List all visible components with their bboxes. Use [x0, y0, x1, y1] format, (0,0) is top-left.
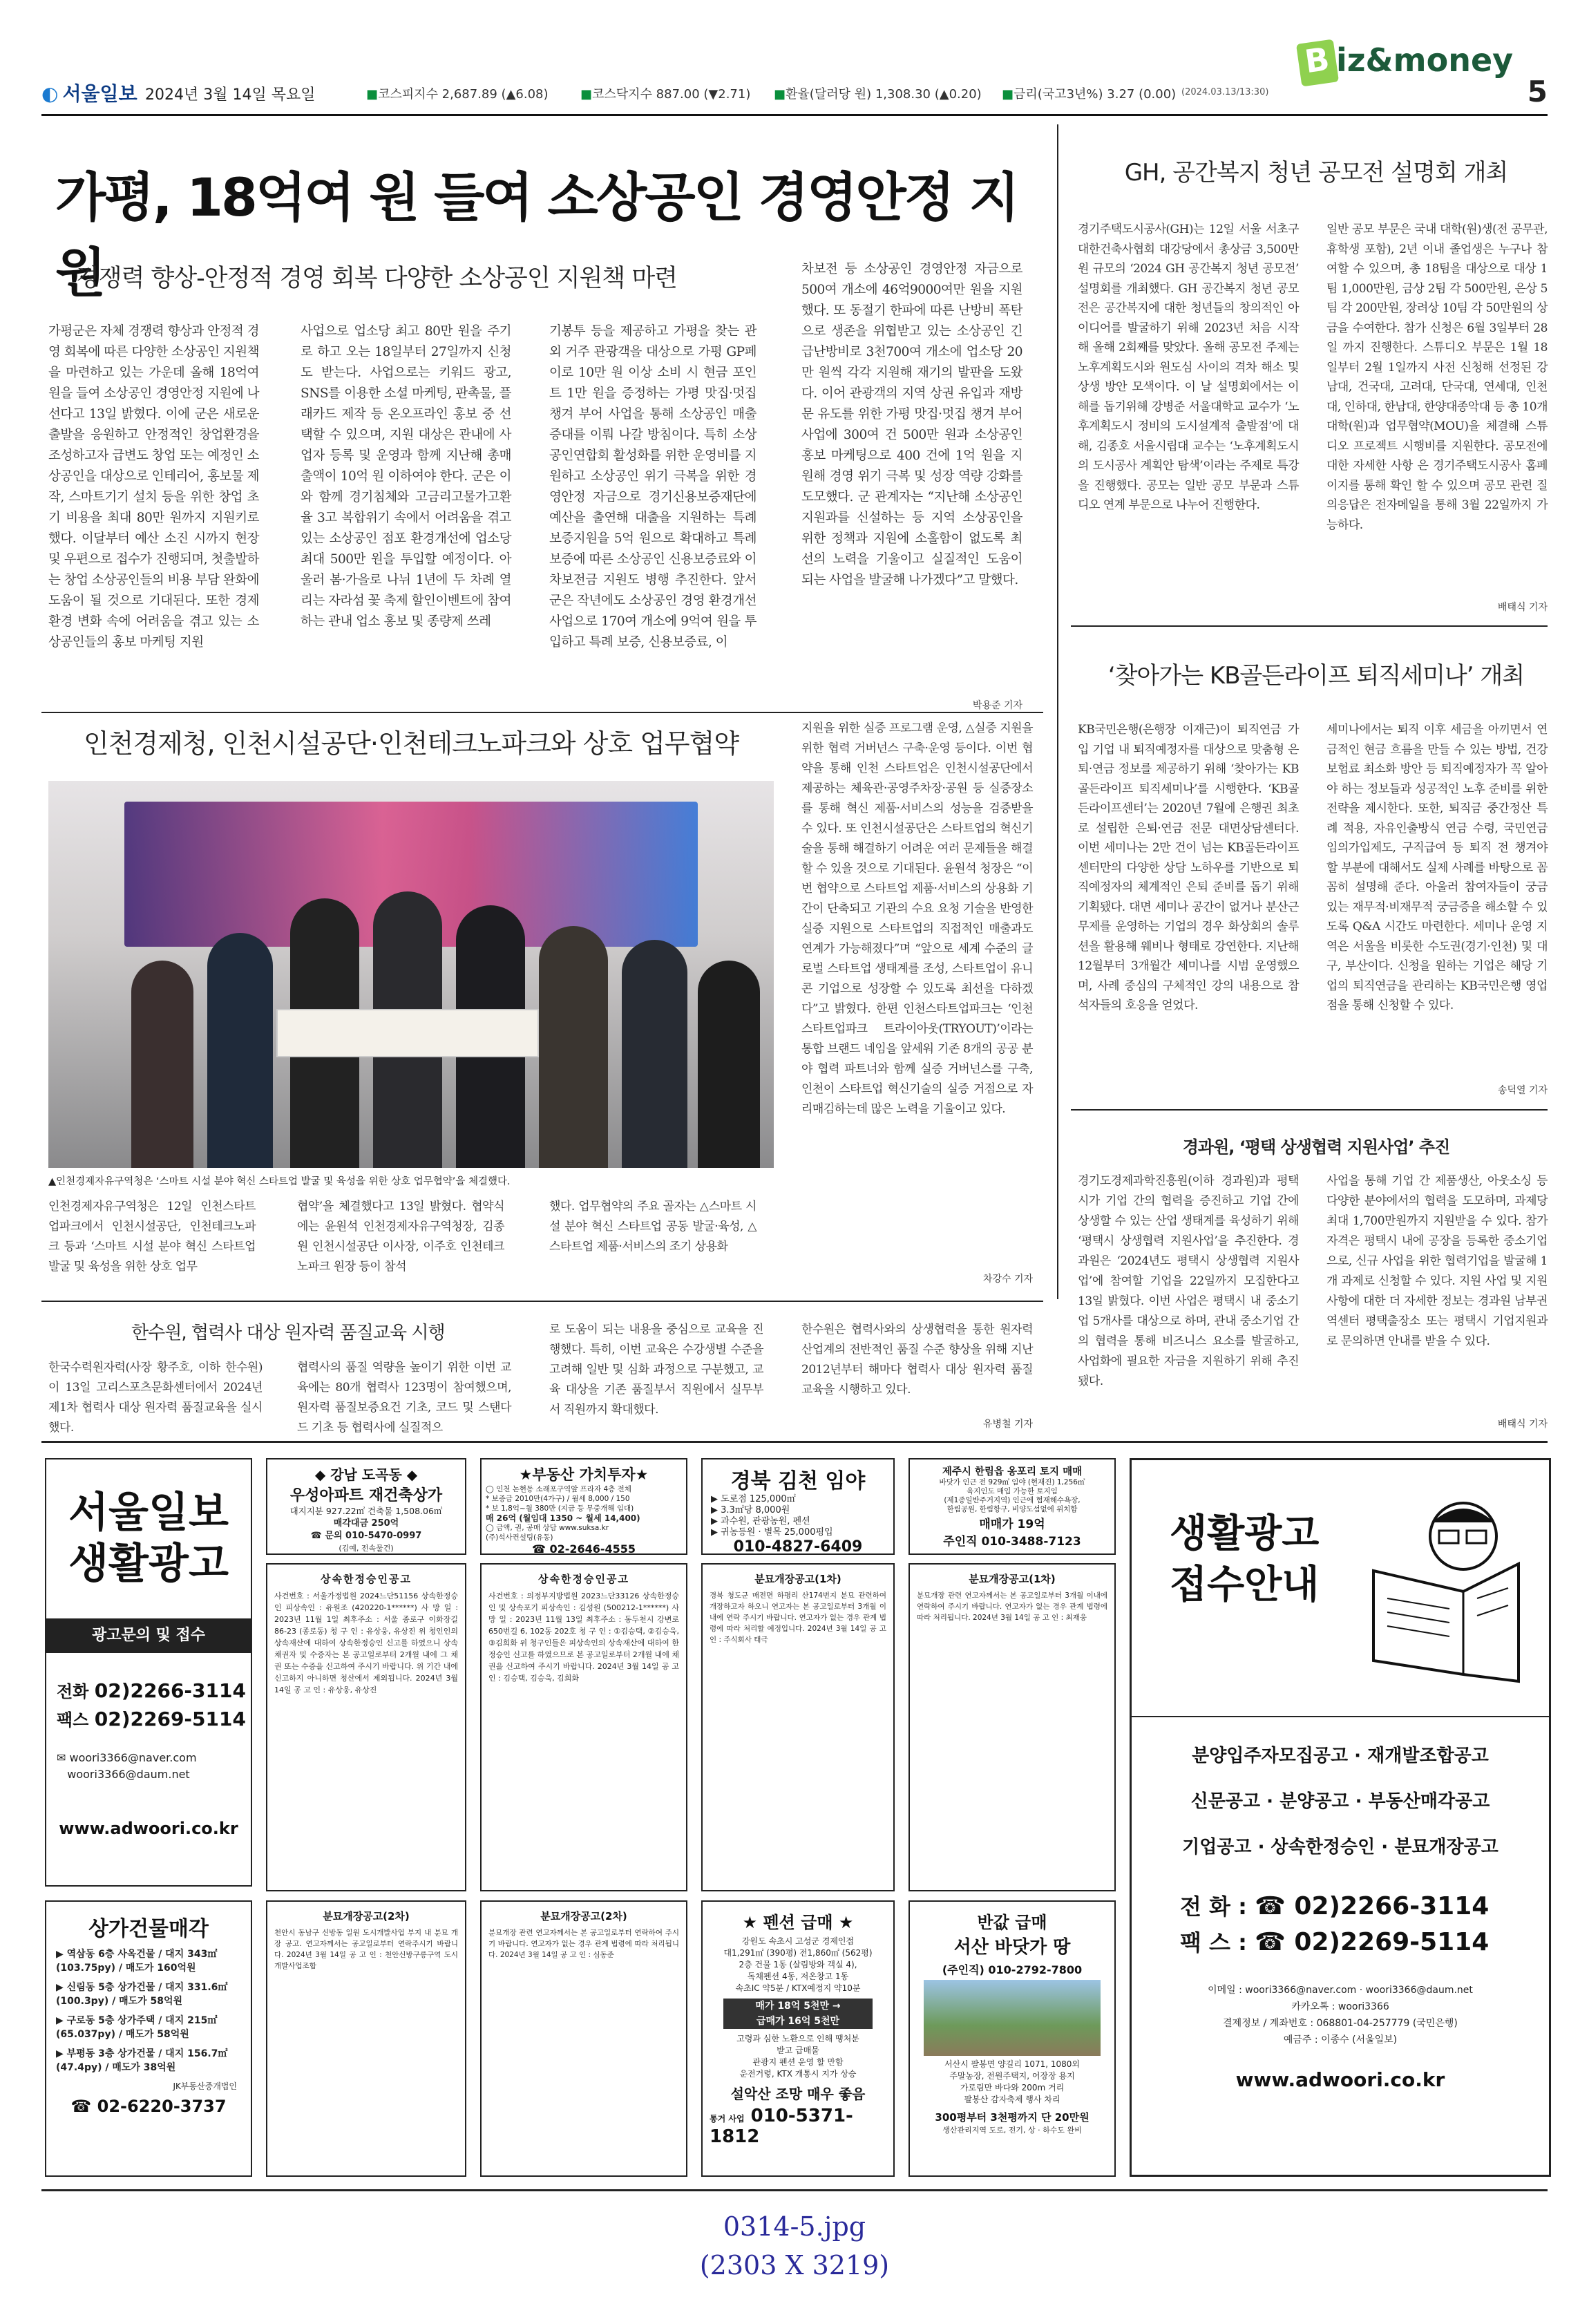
divider [1071, 1109, 1548, 1111]
khnp-col-1: 한국수력원자력(사장 황주호, 이하 한수원)이 13일 고리스포츠문화센터에서 2024년 제1차 협력사 대상 원자력 품질교육을 실시했다. [48, 1361, 263, 1435]
incheon-byline: 차강수 기자 [982, 1274, 1033, 1285]
divider [41, 1301, 1043, 1302]
ad-seoul-classified [45, 1458, 252, 1887]
ggsme-col-2: 사업을 통해 기업 간 제품생산, 아웃소싱 등 다양한 분야에서의 협력을 도모하며, 과제당 최대 1,700만원까지 지원받을 수 있다. 참가 자격은 평택시 내에 공장을 등록한 중소기업으로, 신규 사업을 위한 협력기업을 발굴해 1개 과제로 신청할 수 있다. 지원 사업 및 지원 사항에 대한 더 자세한 정보는 경과원 남부권역센터 평택출장소 또는 평택시 기업지원과로 문의하면 안내를 받을 수 있다. [1326, 1174, 1548, 1348]
ad-seosan: 반값 급매 서산 바닷가 땅 (주인직) 010-2792-7800 서산시 팔봉면 양길리 1071, 1080외 주말농장, 전원주택지, 어장장 용지 가로림만 바다와 200m 거리 팔봉산 감자축제 행사 차리 300평부터 3천평까지 단 20만원 생산관리지역 도로, 전기, 상 · 하수도 완비 [908, 1900, 1116, 2177]
ad-guide [1130, 1458, 1551, 2177]
khnp-col-4: 한수원은 협력사와의 상생협력을 통한 원자력산업계의 전반적인 품질 수준 향상을 위해 지난 2012년부터 해마다 협력사 대상 원자력 품질교육을 시행하고 있다. [801, 1323, 1033, 1397]
ad-invest: ★부동산 가치투자★ ◯ 인천 논현동 소래포구역앞 프라자 4층 전체 * 보증금 2010만(4가구) / 월세 8,000 / 150 * 보 1,8억~월 380만 (지금 등 무중개해 임대) 매 26억 (월임대 1350 ~ 월세 14,400) ◯ 금액, 권, 공매 상담 www.suksa.kr (주)석사컨설팅(유동) ☎ 02-2646-4555 [480, 1458, 687, 1555]
main-col-3: 기봉투 등을 제공하고 가평을 찾는 관외 거주 관광객을 대상으로 가평 GP페이로 10만 원 이상 소비 시 현금 포인트 1만 원을 증정하는 가평 맛집·멋집 챙겨 부어 사업을 통해 소상공인 매출 증대를 이뤄 나갈 방침이다. 특히 소상공인연합회 활성화를 위한 운영비를 지원하고 소상공인 위기 극복을 위한 경영안정 자금으로 경기신용보증재단에 예산을 출연해 대출을 지원하는 특례 보증지원을 5억 원으로 확대하고 특례 보증에 따른 소상공인 신용보증료와 이차보전금 지원도 병행 추진한다. 앞서 군은 작년에도 소상공인 경영 환경개선 사업으로 170여 개소에 9억여 원을 투입하고 특례 보증, 신용보증료, 이 [549, 324, 757, 650]
person [131, 961, 193, 1168]
notice-grave-2: 분묘개장공고(1차) 분묘개장 관련 연고자께서는 본 공고일로부터 3개월 이내에 연락하여 주시기 바랍니다. 연고자가 없는 경우 관계 법령에 따라 처리됩니다. 2024년 3월 14일 공 고 인 : 최재웅 [908, 1563, 1116, 1891]
kb-byline: 송덕열 기자 [1497, 1085, 1548, 1096]
ad-gangnam: ◆ 강남 도곡동 ◆ 우성아파트 재건축상가 대지지분 927.22㎡ 건축물 1,508.06㎡ 매각대금 250억 ☎ 문의 010-5470-0997 (김예, 전속물건) [266, 1458, 466, 1555]
notice-grave-4: 분묘개장공고(2차) 분묘개장 관련 연고자께서는 본 공고일로부터 연락하여 주시기 바랍니다. 연고자가 없는 경우 관계 법령에 따라 처리됩니다. 2024년 3월 14일 공 고 인 : 심동준 [480, 1900, 687, 2177]
ad-gimcheon: 경북 김천 임야 ▶ 도로점 125,000㎡ ▶ 3.3㎡당 8,000원 ▶ 과수원, 관광농원, 펜션 ▶ 귀농등원 · 별목 25,000평입 010-4827-6409 [701, 1458, 895, 1555]
mail-icon: ✉ [57, 1751, 66, 1764]
ads-divider [41, 1441, 1548, 1443]
file-name: 0314-5.jpg [723, 2211, 866, 2242]
ad-seoul-web: www.adwoori.co.kr [59, 1819, 238, 1838]
khnp-headline: 한수원, 협력사 대상 원자력 품질교육 시행 [131, 1323, 445, 1343]
pension-price: 매가 18억 5천만 → 급매가 16억 5천만 [723, 1999, 873, 2029]
guide-contact: 전 화 : ☎ 02)2266-3114 팩 스 : ☎ 02)2269-5114 [1180, 1892, 1490, 1956]
notice-probate-1: 상속한정승인공고 사건번호 : 서울가정법원 2024느단51156 상속한정승인 피상속인 : 유원조 (420220-1******) 사 망 일 : 2023년 11월 1일 최후주소 : 서울 종로구 이화장길 86-23 (종로동) 청 구 인 : 유상웅, 유상진 위 청인인의 상속재산에 대하여 상속한정승인 신고를 하였으니 상속채권자 및 수증자는 본 공고일로부터 2개월 내에 그 채권 또는 수증을 신고하여 주시기 바랍니다. 위 기간 내에 신고하지 아니하면 청산에서 제외됩니다. 2024년 3월 14일 공 고 인 : 유상웅, 유상진 [266, 1563, 466, 1891]
kosdaq-index: ■코스닥지수 887.00 (▼2.71) [580, 87, 751, 102]
seosan-land-photo [924, 1980, 1101, 2056]
exchange-rate: ■환율(달러당 원) 1,308.30 (▲0.20) [774, 87, 982, 102]
ad-jeju: 제주시 한림읍 옹포리 토지 매매 바닷가 인근 전 929㎡ 임야 (현재진) 1,256㎡ 육지인도 매입 가능한 토지임 (제1종일반주거지역) 인근에 협재해수욕장, 한림공원, 한림항구, 비양도섬없에 위치함 매매가 19억 주인직 010-3488-7123 [908, 1458, 1116, 1555]
incheon-col-2: 협약’을 체결했다고 13일 밝혔다. 협약식에는 윤원석 인천경제자유구역청장, 김종원 인천시설공단 이사장, 이주호 인천테크노파크 원장 등이 참석 [297, 1200, 504, 1274]
ggsme-byline: 배태식 기자 [1497, 1419, 1548, 1430]
person [698, 961, 760, 1168]
khnp-col-3: 로 도움이 되는 내용을 중심으로 교육을 진행했다. 특히, 이번 교육은 수강생별 수준을 고려해 일반 및 심화 과정으로 구분했고, 교육 대상을 기존 품질부서 직원에서 실무부서 직원까지 확대했다. [549, 1323, 763, 1417]
divider [1057, 124, 1058, 1299]
notice-probate-2: 상속한정승인공고 사건번호 : 의정부지방법원 2023느단33126 상속한정승인 및 상속포기 피상속인 : 김성원 (500212-1******) 사 망 일 : 2023년 11월 13일 최후주소 : 동두천시 강변로650번길 6, 102동 202호 청 구 인 : ①김승택, ②김승욱, ③김희화 위 청구인들은 피상속인의 상속재산에 대하여 한정승인 신고를 하였으므로 본 공고일로부터 2개월 내에 채권을 신고하여 주시기 바랍니다. 2024년 3월 14일 공 고 인 : 김승택, 김승욱, 김희화 [480, 1563, 687, 1891]
ad-seoul-title: 서울일보 생활광고 [68, 1489, 229, 1588]
market-timestamp: (2024.03.13/13:30) [1181, 87, 1269, 97]
guide-items: 분양입주자모집공고 · 재개발조합공고 신문공고 · 분양공고 · 부동산매각공고 기업공고 · 상속한정승인 · 분묘개장공고 [1182, 1746, 1498, 1858]
kospi-index: ■코스피지수 2,687.89 (▲6.08) [366, 87, 549, 102]
notice-grave-3: 분묘개장공고(2차) 천안시 동남구 신방동 일원 도시개발사업 부지 내 분묘 개장 공고. 연고자께서는 공고일로부터 연락주시기 바랍니다. 2024년 3월 14일 공 고 인 : 천안신방구릉구역 도시개발사업조합 [266, 1900, 466, 2177]
khnp-byline: 유병철 기자 [982, 1419, 1033, 1430]
main-col-2: 사업으로 업소당 최고 80만 원을 주기로 하고 오는 18일부터 27일까지 신청도 받는다. 사업으로는 키워드 광고, SNS를 이용한 소셜 마케팅, 판촉물, 플래카드 제작 등 온오프라인 홍보 중 선택할 수 있으며, 지원 대상은 관내에 사업자 등록 및 운영과 함께 지난해 총매출액이 10억 원 이하여야 한다. 군은 이와 함께 경기침체와 고금리고물가고환율 3고 복합위기 속에서 어려움을 겪고 있는 소상공인 점포 환경개선에 업소당 최대 500만 원을 투입할 예정이다. 아울러 봄·가을로 나뉘 1년에 두 차례 열리는 자라섬 꽃 축제 할인이벤트에 참여하는 관내 업소 홍보 및 종량제 쓰레 [301, 324, 511, 629]
ad-seoul-emails: ✉ woori3366@naver.com woori3366@daum.net [57, 1751, 197, 1781]
masthead-logo: ◐ 서울일보 [41, 79, 137, 106]
kb-col-1: KB국민은행(은행장 이재근)이 퇴직연금 가입 기업 내 퇴직예정자를 대상으로 맞춤형 은퇴·연금 정보를 제공하기 위해 ‘찾아가는 KB골든라이프 퇴직세미나’를 시행한다. ‘KB골든라이프센터’는 2020년 7월에 은행권 최초로 설립한 은퇴·연금 전문 대면상담센터다. 이번 세미나는 2만 건이 넘는 KB골든라이프센터만의 다양한 상담 노하우를 기반으로 퇴직예정자의 체계적인 은퇴 준비를 돕기 위해 기획됐다. 대면 세미나 공간이 없거나 분산근무제를 운영하는 기업의 경우 화상회의 솔루션을 활용해 웨비나 형태로 강연한다. 지난해 12월부터 3개월간 세미나를 시범 운영했으며, 사례 중심의 구체적인 강의 내용으로 참석자들의 호응을 얻었다. [1078, 723, 1299, 1012]
incheon-col-1: 인천경제자유구역청은 12일 인천스타트업파크에서 인천시설공단, 인천테크노파크 등과 ‘스마트 시설 분야 혁신 스타트업 발굴 및 육성을 위한 상호 업무 [48, 1200, 256, 1274]
signing-ceremony-photo [48, 781, 774, 1168]
khnp-col-2: 협력사의 품질 역량을 높이기 위한 이번 교육에는 80개 협력사 123명이 참여했으며, 원자력 품질보증요건 기초, 코드 및 스탠다드 기초 등 협력사에 실질적으 [297, 1361, 511, 1435]
gh-byline: 배태식 기자 [1497, 602, 1548, 613]
gh-headline: GH, 공간복지 청년 공모전 설명회 개최 [1124, 159, 1508, 187]
gh-col-1: 경기주택도시공사(GH)는 12일 서울 서초구 대한건축사협회 대강당에서 총상금 3,500만원 규모의 ‘2024 GH 공간복지 청년 공모전’ 설명회를 개최했다. GH 공간복지 청년 공모전은 공간복지에 대한 청년들의 창의적인 아이디어를 발굴하기 위해 2023년 처음 시작해 올해 2회째를 맞았다. 올해 공모전 주제는 노후계획도시와 원도심 사이의 격차 해소 및 상생 방안 모색이다. 이 날 설명회에서는 이해를 돕기위해 강병준 서울대학교 교수가 ‘노후계획도시 정비의 도시설계적 출발점’에 대해, 김종호 서울시립대 교수는 ‘노후계획도시의 도시공사 계획안 탐색’이라는 주제로 특강을 진행했다. 공모는 일반 공모 부문과 스튜디오 연계 부문으로 나누어 진행한다. [1078, 223, 1299, 512]
incheon-col-4: 지원을 위한 실증 프로그램 운영, △실증 지원을 위한 협력 거버넌스 구축·운영 등이다. 이번 협약을 통해 인천 스타트업은 인천시설공단에서 제공하는 체육관·공영주차장·공원 등 실증장소를 통해 혁신 제품·서비스의 성능을 검증받을 수 있다. 또 인천시설공단은 스타트업의 혁신기술을 통해 해결하기 어려운 여러 문제들을 해결 할 수 있을 것으로 기대된다. 윤원석 청장은 “이번 협약으로 스타트업 제품·서비스의 상용화 기간이 단축되고 기관의 수요 요청 기술을 반영한 실증 지원으로 스타트업의 직접적인 매출과도 연계가 가능해졌다”며 “앞으로 세계 수준의 글로벌 스타트업 생태계를 조성, 스타트업이 유니콘 기업으로 성장할 수 있도록 최선을 다하겠다”고 밝혔다. 한편 인천스타트업파크는 ‘인천스타트업파크 트라이아웃(TRYOUT)’이라는 통합 브랜드 네임을 앞세워 기존 8개의 공공 분야 협력 파트너와 함께 실증 거버넌스를 구축, 인천이 스타트업 혁신기술의 실증 거점으로 자리매김하는데 많은 노력을 기울이고 있다. [801, 721, 1033, 1116]
main-subhead: 경쟁력 향상-안정적 경영 회복 다양한 소상공인 지원책 마련 [76, 265, 677, 292]
guide-divider [1132, 1716, 1549, 1717]
person [207, 933, 273, 1168]
guide-title: 생활광고 접수안내 [1170, 1511, 1320, 1607]
kb-col-2: 세미나에서는 퇴직 이후 세금을 아끼면서 연금적인 현금 흐름을 만들 수 있는 방법, 건강보험료 최소화 방안 등 퇴직예정자가 꼭 알아야 하는 정보들과 성공적인 노후 준비를 위한 전략을 제시한다. 또한, 퇴직금 중간정산 특례 적용, 자유인출방식 연금 수령, 국민연금 임의가입제도, 구직급여 등 퇴직 전 챙겨야 할 부분에 대해서도 실제 사례를 바탕으로 꼼꼼히 설명해 준다. 아울러 참여자들이 궁금 있는 재무적·비재무적 궁금증을 해소할 수 있도록 Q&A 시간도 마련한다. 세미나 운영 지역은 서울을 비롯한 수도권(경기·인천) 및 대구, 부산이다. 신청을 원하는 기업은 해당 기업의 퇴직연금을 관리하는 KB국민은행 영업점을 통해 신청할 수 있다. [1326, 723, 1548, 1012]
section-logo: B iz&money [1299, 41, 1513, 84]
notice-grave-1: 분묘개장공고(1차) 경북 청도군 매전면 하평리 산174번지 분묘 관련하여 개장하고자 하오니 연고자는 본 공고일로부터 3개월 이내에 연락 주시기 바랍니다. 연고자가 없는 경우 관계 법령에 따라 처리할 예정입니다. 2024년 3월 14일 공 고 인 : 주식회사 태극 [701, 1563, 895, 1891]
page-header [41, 39, 1548, 116]
agreement-documents [276, 1009, 539, 1057]
divider [1071, 625, 1548, 627]
pension-phone: 통거 사업 010-5371-1812 [710, 2106, 853, 2147]
kb-headline: ‘찾아가는 KB골든라이프 퇴직세미나’ 개최 [1107, 662, 1525, 690]
main-headline: 가평, 18억여 원 들여 소상공인 경영안정 지원 [55, 167, 1018, 303]
ad-shop-sale: 상가건물매각 ▶ 역삼동 6층 사옥건물 / 대지 343㎡(103.75py) / 매도가 160억원 ▶ 신림동 5층 상가건물 / 대지 331.6㎡(100.3py) / 매도가 58억원 ▶ 구로동 5층 상가주택 / 대지 215㎡(65.037py) / 매도가 58억원 ▶ 부평동 3층 상가건물 / 대지 156.7㎡(47.4py) / 매도가 38억원 JK부동산중개법인 ☎ 02-6220-3737 [45, 1900, 252, 2177]
main-byline: 박용준 기자 [972, 700, 1022, 711]
incheon-headline: 인천경제청, 인천시설공단·인천테크노파크와 상호 업무협약 [83, 728, 739, 759]
person [622, 940, 687, 1168]
main-col-4: 차보전 등 소상공인 경영안정 자금으로 500여 개소에 46억9000여만 원을 지원했다. 또 동절기 한파에 따른 난방비 폭탄으로 생존을 위협받고 있는 소상공인 긴급난방비로 3천700여 개소에 업소당 20만 원씩 각각 지원해 재기의 발판을 도왔다. 이어 관광객의 지역 상권 유입과 재방문 유도를 위한 가평 맛집·멋집 챙겨 부어 사업에 300여 건 500만 원과 소상공인 홍보 마케팅으로 400 건에 1억 원을 지원해 경영 위기 극복 및 성장 역량 강화를 도모했다. 군 관계자는 “지난해 소상공인지원과를 신설하는 등 지역 소상공인을 위한 정책과 지원에 소홀함이 없도록 최선의 노력을 기울이고 실질적인 도움이 되는 사업을 발굴해 나가겠다”고 말했다. [801, 262, 1022, 587]
main-col-1: 가평군은 자체 경쟁력 향상과 안정적 경영 회복에 따른 다양한 소상공인 지원책을 마련하고 있는 가운데 올해 18억여 원을 들여 소상공인 경영안정 지원에 나선다고 13일 밝혔다. 이에 군은 새로운 출발을 응원하고 안정적인 창업환경을 조성하고자 급변도 창업 또는 예정인 소상공인을 대상으로 인테리어, 홍보물 제작, 스마트기기 설치 등을 위한 창업 초기 비용을 최대 80만 원까지 지원키로 했다. 이달부터 예산 소진 시까지 현장 및 우편으로 접수가 진행되며, 첫출발하는 창업 소상공인들의 비용 부담 완화에 도움이 될 것으로 기대된다. 또한 경제환경 변화 속에 어려움을 겪고 있는 소상공인들의 홍보 마케팅 지원 [48, 324, 259, 650]
bottom-rule [41, 2189, 1548, 2191]
issue-date: 2024년 3월 14일 목요일 [145, 86, 316, 104]
gh-col-2: 일반 공모 부문은 국내 대학(원)생(전 공무관, 휴학생 포함), 2년 이내 졸업생은 누구나 참여할 수 있으며, 총 18팀을 대상으로 대상 1팀 1,000만원, 금상 2팀 각 500만원, 은상 5팀 각 200만원, 장려상 10팀 각 50만원의 상금을 수여한다. 참가 신청은 6월 3일부터 28일 까지 진행한다. 스튜디오 부문은 1월 18일부터 2월 1일까지 사전 신청해 선정된 강남대, 건국대, 고려대, 단국대, 연세대, 인천대, 인하대, 한남대, 한양대종악대 등 총 10개 대학(원)과 업무협약(MOU)을 체결해 스튜디오 프로젝트 시행비를 지원한다. 공모전에 대한 자세한 사항 은 경기주택도시공사 홈페이지를 통해 확인 할 수 있으며 공모 관련 질의응답은 전자메일을 통해 3월 22일까지 가능하다. [1326, 223, 1548, 532]
file-dimensions: (2303 X 3219) [699, 2250, 890, 2280]
guide-web: www.adwoori.co.kr [1235, 2068, 1445, 2091]
ad-seoul-contact: 전화 02)2266-3114 팩스 02)2269-5114 [57, 1679, 246, 1730]
person [539, 926, 608, 1168]
guide-info: 이메일 : woori3366@naver.com · woori3366@daum.net 카카오톡 : woori3366 결제정보 / 계좌번호 : 068801-04-257779 (국민은행) 예금주 : 이종수 (서울일보) [1208, 1985, 1473, 2046]
ggsme-col-1: 경기도경제과학진흥원(이하 경과원)과 평택시가 기업 간의 협력을 증진하고 기업 간에 상생할 수 있는 산업 생태계를 육성하기 위해 ‘평택시 상생협력 지원사업’을 추진한다. 경과원은 ‘2024년도 평택시 상생협력 지원사업’에 참여할 기업을 22일까지 모집한다고 13일 밝혔다. 이번 사업은 평택시 내 중소기업 5개사를 대상으로 하며, 관내 중소기업 간의 협력을 통해 비즈니스 요소를 발굴하고, 사업화에 필요한 자금을 지원하기 위해 추진됐다. [1078, 1174, 1299, 1388]
photo-caption: ▲인천경제자유구역청은 ‘스마트 시설 분야 혁신 스타트업 발굴 및 육성을 위한 상호 업무협약’을 체결했다. [48, 1176, 511, 1187]
interest-rate: ■금리(국고3년%) 3.27 (0.00) [1002, 87, 1177, 102]
incheon-col-3: 했다. 업무협약의 주요 골자는 △스마트 시설 분야 혁신 스타트업 공동 발굴·육성, △스타트업 제품·서비스의 조기 상용화 [549, 1200, 757, 1254]
ad-seoul-band: 광고문의 및 접수 [46, 1618, 251, 1653]
page-number: 5 [1527, 75, 1548, 108]
divider [41, 712, 1043, 713]
newspaper-reader-illustration [1360, 1488, 1532, 1688]
ggsme-headline: 경과원, ‘평택 상생협력 지원사업’ 추진 [1182, 1137, 1450, 1157]
ad-pension: ★ 펜션 급매 ★ 강원도 속초시 고성군 경제인접 대1,291㎡ (390평) 전1,860㎡ (562평) 2층 건물 1동 (살림방와 객실 4), 독채펜션 4동, 저온창고 1동 속초IC 약5분 / KTX예정지 약10분 매가 18억 5천만 → 급매가 16억 5천만 고령과 심한 노환으로 인해 땡처분 받고 급매물 관광지 펜션 운영 할 만함 운전거렇, KTX 개통시 지가 상승 설악산 조망 매우 좋음 통거 사업 010-5371-1812 [701, 1900, 895, 2177]
